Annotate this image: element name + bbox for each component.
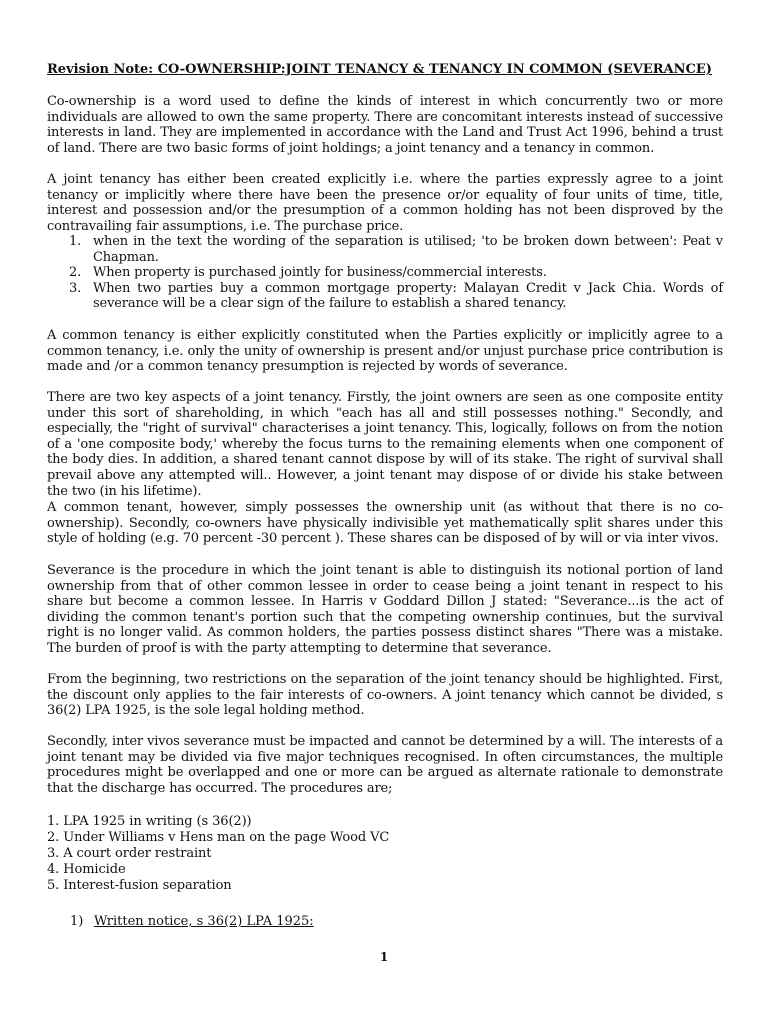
page-title: Revision Note: CO-OWNERSHIP:JOINT TENANCY & TENANCY IN COMMON (SEVERANCE) — [47, 62, 712, 77]
list-item — [47, 281, 723, 312]
list-item — [47, 234, 723, 265]
paragraph-common-tenant: A common tenant, however, simply possesses the ownership unit (as without that there is no co-ownership). Secondly, co-owners have physically indivisible yet mathematically split shares under this style of holding (e.g. 70 percent -30 percent ). These shares can be disposed of by will or via inter vivos. — [47, 500, 723, 547]
page-number: 1 — [379, 950, 389, 964]
paragraph-severance: Severance is the procedure in which the joint tenant is able to distinguish its notional portion of land ownership from that of other common lessee in order to cease being a joint tenant in respect to his share but become a common lessee. In Harris v Goddard Dillon J stated: "Severance...is the act of dividing the common tenant's portion such that the competing ownership continues, but the survival right is no longer valid. As common holders, the parties possess distinct shares "There was a mistake. The burden of proof is with the party attempting to determine that severance. — [47, 563, 723, 656]
procedure-item: 1. LPA 1925 in writing (s 36(2)) — [47, 814, 252, 829]
section-heading-text: Written notice, s 36(2) LPA 1925: — [94, 914, 314, 929]
procedure-item: 3. A court order restraint — [47, 846, 212, 861]
list-item-number: 3. — [69, 280, 82, 296]
joint-tenancy-list — [47, 234, 723, 312]
procedure-item: 5. Interest-fusion separation — [47, 878, 232, 893]
section-heading-number: 1) — [70, 914, 84, 929]
paragraph-procedures-intro: Secondly, inter vivos severance must be impacted and cannot be determined by a will. The interests of a joint tenant may be divided via five major techniques recognised. In often circumstances, the multiple procedures might be overlapped and one or more can be argued as alternate rationale to demonstrate that the discharge has occurred. The procedures are; — [47, 734, 723, 796]
list-item — [47, 265, 723, 281]
procedure-item: 4. Homicide — [47, 862, 126, 877]
paragraph-key-aspects: There are two key aspects of a joint tenancy. Firstly, the joint owners are seen as one composite entity under this sort of shareholding, in which "each has all and still possesses nothing." Secondly, and especially, the "right of survival" characterises a joint tenancy. This, logically, follows on from the notion of a 'one composite body,' whereby the focus turns to the remaining elements when one component of the body dies. In addition, a shared tenant cannot dispose by will of its stake. The right of survival shall prevail above any attempted will.. However, a joint tenant may dispose of or divide his stake between the two (in his lifetime). — [47, 390, 723, 499]
list-item-text: When two parties buy a common mortgage property: Malayan Credit v Jack Chia. Words of severance will be a clear sign of the failure to establish a shared tenancy. — [93, 280, 723, 312]
paragraph-intro: Co-ownership is a word used to define the kinds of interest in which concurrently two or more individuals are allowed to own the same property. There are concomitant interests instead of successive interests in land. They are implemented in accordance with the Land and Trust Act 1996, behind a trust of land. There are two basic forms of joint holdings; a joint tenancy and a tenancy in common. — [47, 94, 723, 156]
list-item-number: 2. — [69, 265, 82, 281]
list-item-text: when in the text the wording of the separation is utilised; 'to be broken down between': Peat v Chapman. — [93, 234, 723, 265]
procedure-item: 2. Under Williams v Hens man on the page Wood VC — [47, 830, 390, 845]
section-heading-written-notice — [70, 914, 314, 930]
list-item-number: 1. — [69, 234, 82, 249]
paragraph-common-tenancy: A common tenancy is either explicitly constituted when the Parties explicitly or implicitly agree to a common tenancy, i.e. only the unity of ownership is present and/or unjust purchase price contribution is made and /or a common tenancy presumption is rejected by words of severance. — [47, 328, 723, 375]
paragraph-restrictions: From the beginning, two restrictions on the separation of the joint tenancy should be highlighted. First, the discount only applies to the fair interests of co-owners. A joint tenancy which cannot be divided, s 36(2) LPA 1925, is the sole legal holding method. — [47, 672, 723, 719]
list-item-text: When property is purchased jointly for business/commercial interests. — [93, 265, 547, 281]
paragraph-joint-tenancy: A joint tenancy has either been created explicitly i.e. where the parties expressly agree to a joint tenancy or implicitly where there have been the presence or/or equality of four units of time, title, interest and possession and/or the presumption of a common holding has not been disproved by the contravailing fair assumptions, i.e. The purchase price. — [47, 172, 723, 234]
